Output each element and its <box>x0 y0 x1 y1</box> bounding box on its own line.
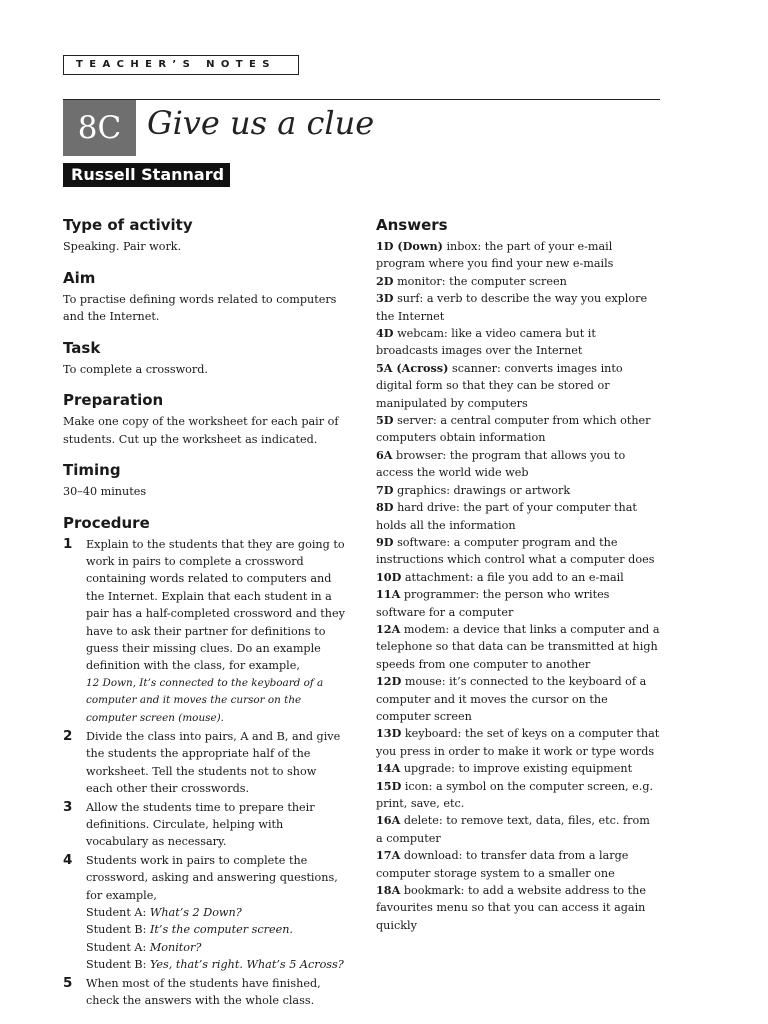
answer-item <box>376 882 660 934</box>
answer-clue: 3D <box>376 291 394 306</box>
preparation-text: Make one copy of the worksheet for each pair of students. Cut up the worksheet as indicated. <box>63 415 339 446</box>
answer-text: scanner: converts images into digital form so that they can be stored or manipulated by computers <box>376 361 623 410</box>
dialogue-text: Monitor? <box>149 940 202 954</box>
step-text: Allow the students time to prepare their definitions. Circulate, helping with vocabulary as necessary. <box>86 800 315 849</box>
answer-item <box>376 290 660 325</box>
answer-text: webcam: like a video camera but it broadcasts images over the Internet <box>376 327 596 358</box>
type-of-activity-section <box>63 212 345 256</box>
answer-item <box>376 534 660 569</box>
answer-clue: 15D <box>376 778 402 793</box>
answer-item <box>376 760 660 777</box>
step-number: 4 <box>63 851 73 868</box>
step-text: Explain to the students that they are going to work in pairs to complete a crossword containing words related to computers and the Internet. Explain that each student in a pair has a half-completed crossword and they have to ask their partner for definitions to guess their missing clues. Do an example definition with the class, for example, <box>86 537 345 673</box>
preparation-section <box>63 387 345 448</box>
answer-clue: 11A <box>376 587 401 602</box>
answer-item <box>376 725 660 760</box>
task-heading: Task <box>63 338 101 357</box>
procedure-step <box>63 728 345 798</box>
answer-item <box>376 586 660 621</box>
answer-clue: 10D <box>376 569 402 584</box>
answer-text: download: to transfer data from a large computer storage system to a smaller one <box>376 849 629 880</box>
answer-item <box>376 499 660 534</box>
answer-item <box>376 325 660 360</box>
procedure-step <box>63 852 345 974</box>
dialogue-speaker: Student B: <box>86 958 147 972</box>
procedure-heading: Procedure <box>63 513 150 532</box>
answer-text: inbox: the part of your e-mail program where you find your new e-mails <box>376 240 614 271</box>
answer-text: upgrade: to improve existing equipment <box>403 762 633 776</box>
timing-text: 30–40 minutes <box>63 485 147 498</box>
answer-clue: 5A (Across) <box>376 360 449 375</box>
dialogue-speaker: Student B: <box>86 923 147 937</box>
step-number: 2 <box>63 727 73 744</box>
procedure-step <box>63 975 345 1010</box>
answers-column <box>376 212 660 934</box>
dialogue-text: What’s 2 Down? <box>149 906 242 920</box>
answer-clue: 8D <box>376 500 394 515</box>
answer-item <box>376 447 660 482</box>
type-of-activity-text: Speaking. Pair work. <box>63 240 182 253</box>
answer-item <box>376 482 660 499</box>
dialogue-text: It’s the computer screen. <box>149 923 293 937</box>
answer-clue: 17A <box>376 848 401 863</box>
left-column <box>63 212 345 1018</box>
answer-text: surf: a verb to describe the way you explore the Internet <box>376 292 648 323</box>
answer-clue: 9D <box>376 534 394 549</box>
procedure-section <box>63 510 345 1010</box>
answer-item <box>376 847 660 882</box>
answer-clue: 12D <box>376 674 402 689</box>
step-number: 3 <box>63 798 73 815</box>
step-number: 5 <box>63 974 73 991</box>
unit-badge: 8C <box>63 100 136 156</box>
author-label: Russell Stannard <box>63 163 230 187</box>
page-title: Give us a clue <box>147 104 375 142</box>
answer-text: hard drive: the part of your computer that holds all the information <box>376 501 637 532</box>
answer-item <box>376 812 660 847</box>
answer-clue: 13D <box>376 726 402 741</box>
procedure-step <box>63 799 345 851</box>
answer-text: icon: a symbol on the computer screen, e.g. print, save, etc. <box>376 779 654 810</box>
dialogue-line <box>86 939 345 956</box>
step-number: 1 <box>63 535 73 552</box>
answer-item <box>376 273 660 290</box>
answer-clue: 12A <box>376 621 401 636</box>
answer-text: monitor: the computer screen <box>397 274 567 288</box>
answer-text: bookmark: to add a website address to the favourites menu so that you can access it again quickly <box>376 884 646 932</box>
answer-text: modem: a device that links a computer and a telephone so that data can be transmitted at high speeds from one computer to another <box>376 622 660 671</box>
dialogue-speaker: Student A: <box>86 940 147 954</box>
answer-clue: 7D <box>376 482 394 497</box>
dialogue-text: Yes, that’s right. What’s 5 Across? <box>149 958 344 972</box>
aim-section <box>63 265 345 326</box>
type-of-activity-heading: Type of activity <box>63 216 193 234</box>
dialogue-line <box>86 921 345 938</box>
step-example: 12 Down, It’s connected to the keyboard of a computer and it moves the cursor on the computer screen (mouse). <box>86 676 324 724</box>
answer-clue: 16A <box>376 813 401 828</box>
answer-clue: 14A <box>376 761 401 776</box>
answer-item <box>376 673 660 725</box>
answer-text: server: a central computer from which other computers obtain information <box>376 414 651 445</box>
header-rule <box>63 99 660 100</box>
teachers-notes-label: TEACHER’S NOTES <box>63 55 299 75</box>
answer-clue: 1D (Down) <box>376 239 443 253</box>
answer-item <box>376 621 660 673</box>
step-text: Students work in pairs to complete the crossword, asking and answering questions, for example, <box>86 853 338 902</box>
dialogue-line <box>86 904 345 921</box>
answer-text: attachment: a file you add to an e-mail <box>404 570 624 584</box>
answer-text: mouse: it’s connected to the keyboard of a computer and it moves the cursor on the computer screen <box>376 675 647 723</box>
answer-item <box>376 412 660 447</box>
answer-text: graphics: drawings or artwork <box>397 483 571 497</box>
answer-text: browser: the program that allows you to access the world wide web <box>376 448 626 480</box>
answer-item <box>376 360 660 412</box>
preparation-heading: Preparation <box>63 391 164 409</box>
step-text: Divide the class into pairs, A and B, and give the students the appropriate half of the worksheet. Tell the students not to show each other their crosswords. <box>86 729 341 796</box>
answer-item <box>376 778 660 813</box>
dialogue-speaker: Student A: <box>86 906 147 920</box>
task-section <box>63 335 345 379</box>
step-text: When most of the students have finished, check the answers with the whole class. <box>86 976 321 1008</box>
aim-text: To practise defining words related to computers and the Internet. <box>63 292 337 323</box>
answer-clue: 5D <box>376 413 394 428</box>
answer-text: software: a computer program and the instructions which control what a computer does <box>376 535 655 567</box>
answer-text: delete: to remove text, data, files, etc. from a computer <box>376 814 650 845</box>
procedure-step <box>63 536 345 727</box>
aim-heading: Aim <box>63 268 96 287</box>
answer-clue: 4D <box>376 326 394 341</box>
answers-heading: Answers <box>376 216 448 234</box>
answer-clue: 2D <box>376 273 394 288</box>
answer-clue: 18A <box>376 883 401 898</box>
dialogue-line <box>86 956 345 973</box>
answer-clue: 6A <box>376 447 393 462</box>
answer-text: keyboard: the set of keys on a computer that you press in order to make it work or type words <box>376 727 660 758</box>
task-text: To complete a crossword. <box>63 362 208 376</box>
answer-item <box>376 238 660 273</box>
timing-section <box>63 457 345 501</box>
answer-item <box>376 569 660 586</box>
timing-heading: Timing <box>63 461 121 479</box>
answer-text: programmer: the person who writes software for a computer <box>376 588 610 619</box>
